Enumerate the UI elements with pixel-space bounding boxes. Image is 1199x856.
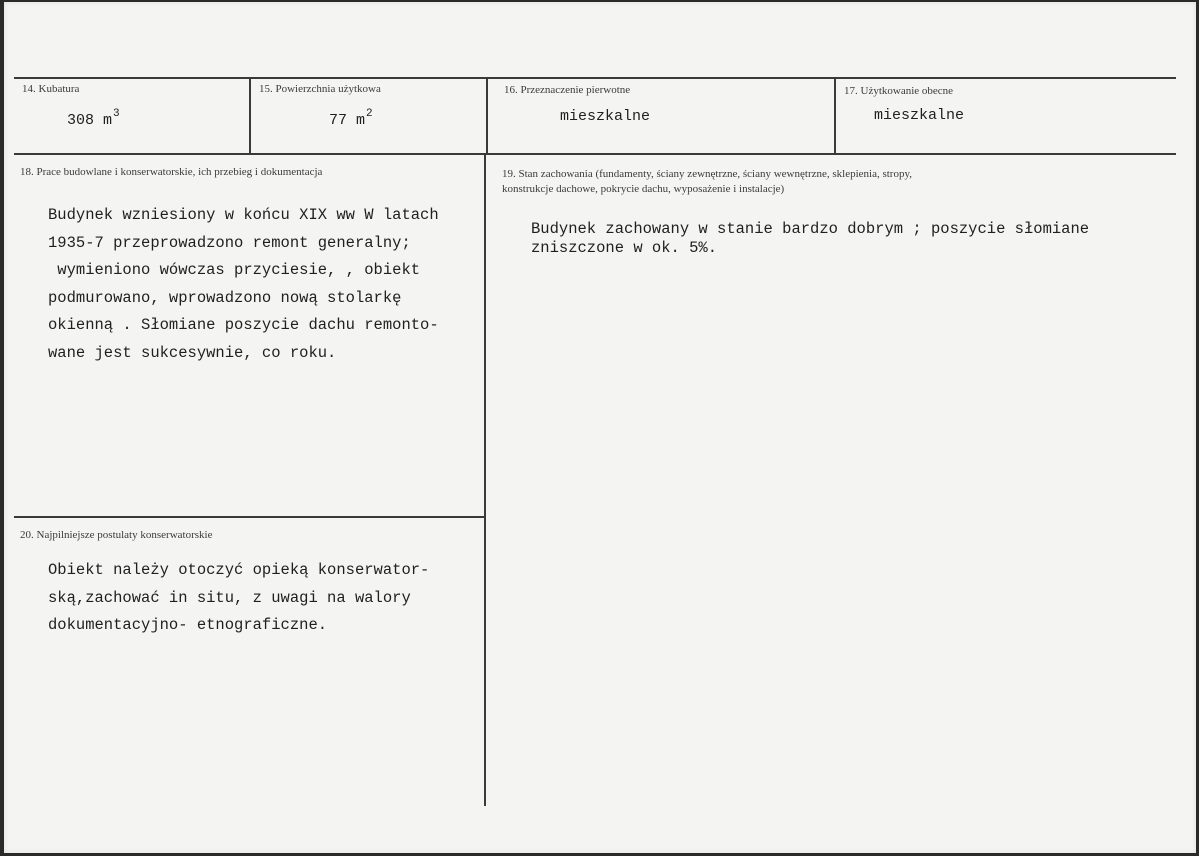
col-divider-16-17: [834, 79, 836, 153]
section-19-label-line1: 19. Stan zachowania (fundamenty, ściany zewnętrzne, ściany wewnętrzne, sklepienia, stropy,: [502, 168, 913, 180]
field-15-value: [329, 108, 373, 129]
field-15-label: 15. Powierzchnia użytkowa: [259, 83, 381, 95]
section-20-label: 20. Najpilniejsze postulaty konserwatorskie: [20, 529, 213, 541]
col-divider-15-16: [486, 79, 488, 153]
field-14-value: [67, 108, 120, 129]
field-17-value: mieszkalne: [874, 107, 965, 124]
field-15-unit-superscript: 2: [366, 108, 373, 120]
field-14-label: 14. Kubatura: [22, 83, 80, 95]
row1-bottom-border: [14, 153, 1176, 155]
field-14-number: 308 m: [67, 112, 113, 129]
top-border: [14, 77, 1176, 79]
section-18-label: 18. Prace budowlane i konserwatorskie, ich przebieg i dokumentacja: [20, 166, 323, 178]
field-16-value: mieszkalne: [560, 108, 651, 125]
section-18-text: Budynek wzniesiony w końcu XIX ww W latach 1935-7 przeprowadzono remont generalny; wymieniono wówczas przyciesie, , obiekt podmurowano, wprowadzono nową stolarkę okienną . Słomiane poszycie dachu remonto- wane jest sukcesywnie, co roku.: [48, 206, 439, 362]
section-20-text: Obiekt należy otoczyć opieką konserwator- ską,zachować in situ, z uwagi na walory dokumentacyjno- etnograficzne.: [48, 561, 430, 634]
field-17-label: 17. Użytkowanie obecne: [844, 85, 954, 97]
field-14-unit-superscript: 3: [113, 108, 120, 120]
record-card: [4, 2, 1196, 853]
section-19-text: Budynek zachowany w stanie bardzo dobrym ; poszycie słomiane zniszczone w ok. 5%.: [531, 220, 1090, 257]
col-divider-14-15: [249, 79, 251, 153]
field-15-number: 77 m: [329, 112, 366, 129]
section-divider-vertical: [484, 155, 486, 806]
section-19-label-line2: konstrukcje dachowe, pokrycie dachu, wyposażenie i instalacje): [502, 183, 785, 195]
field-16-label: 16. Przeznaczenie pierwotne: [504, 84, 631, 96]
section-divider-18-20: [14, 516, 484, 518]
